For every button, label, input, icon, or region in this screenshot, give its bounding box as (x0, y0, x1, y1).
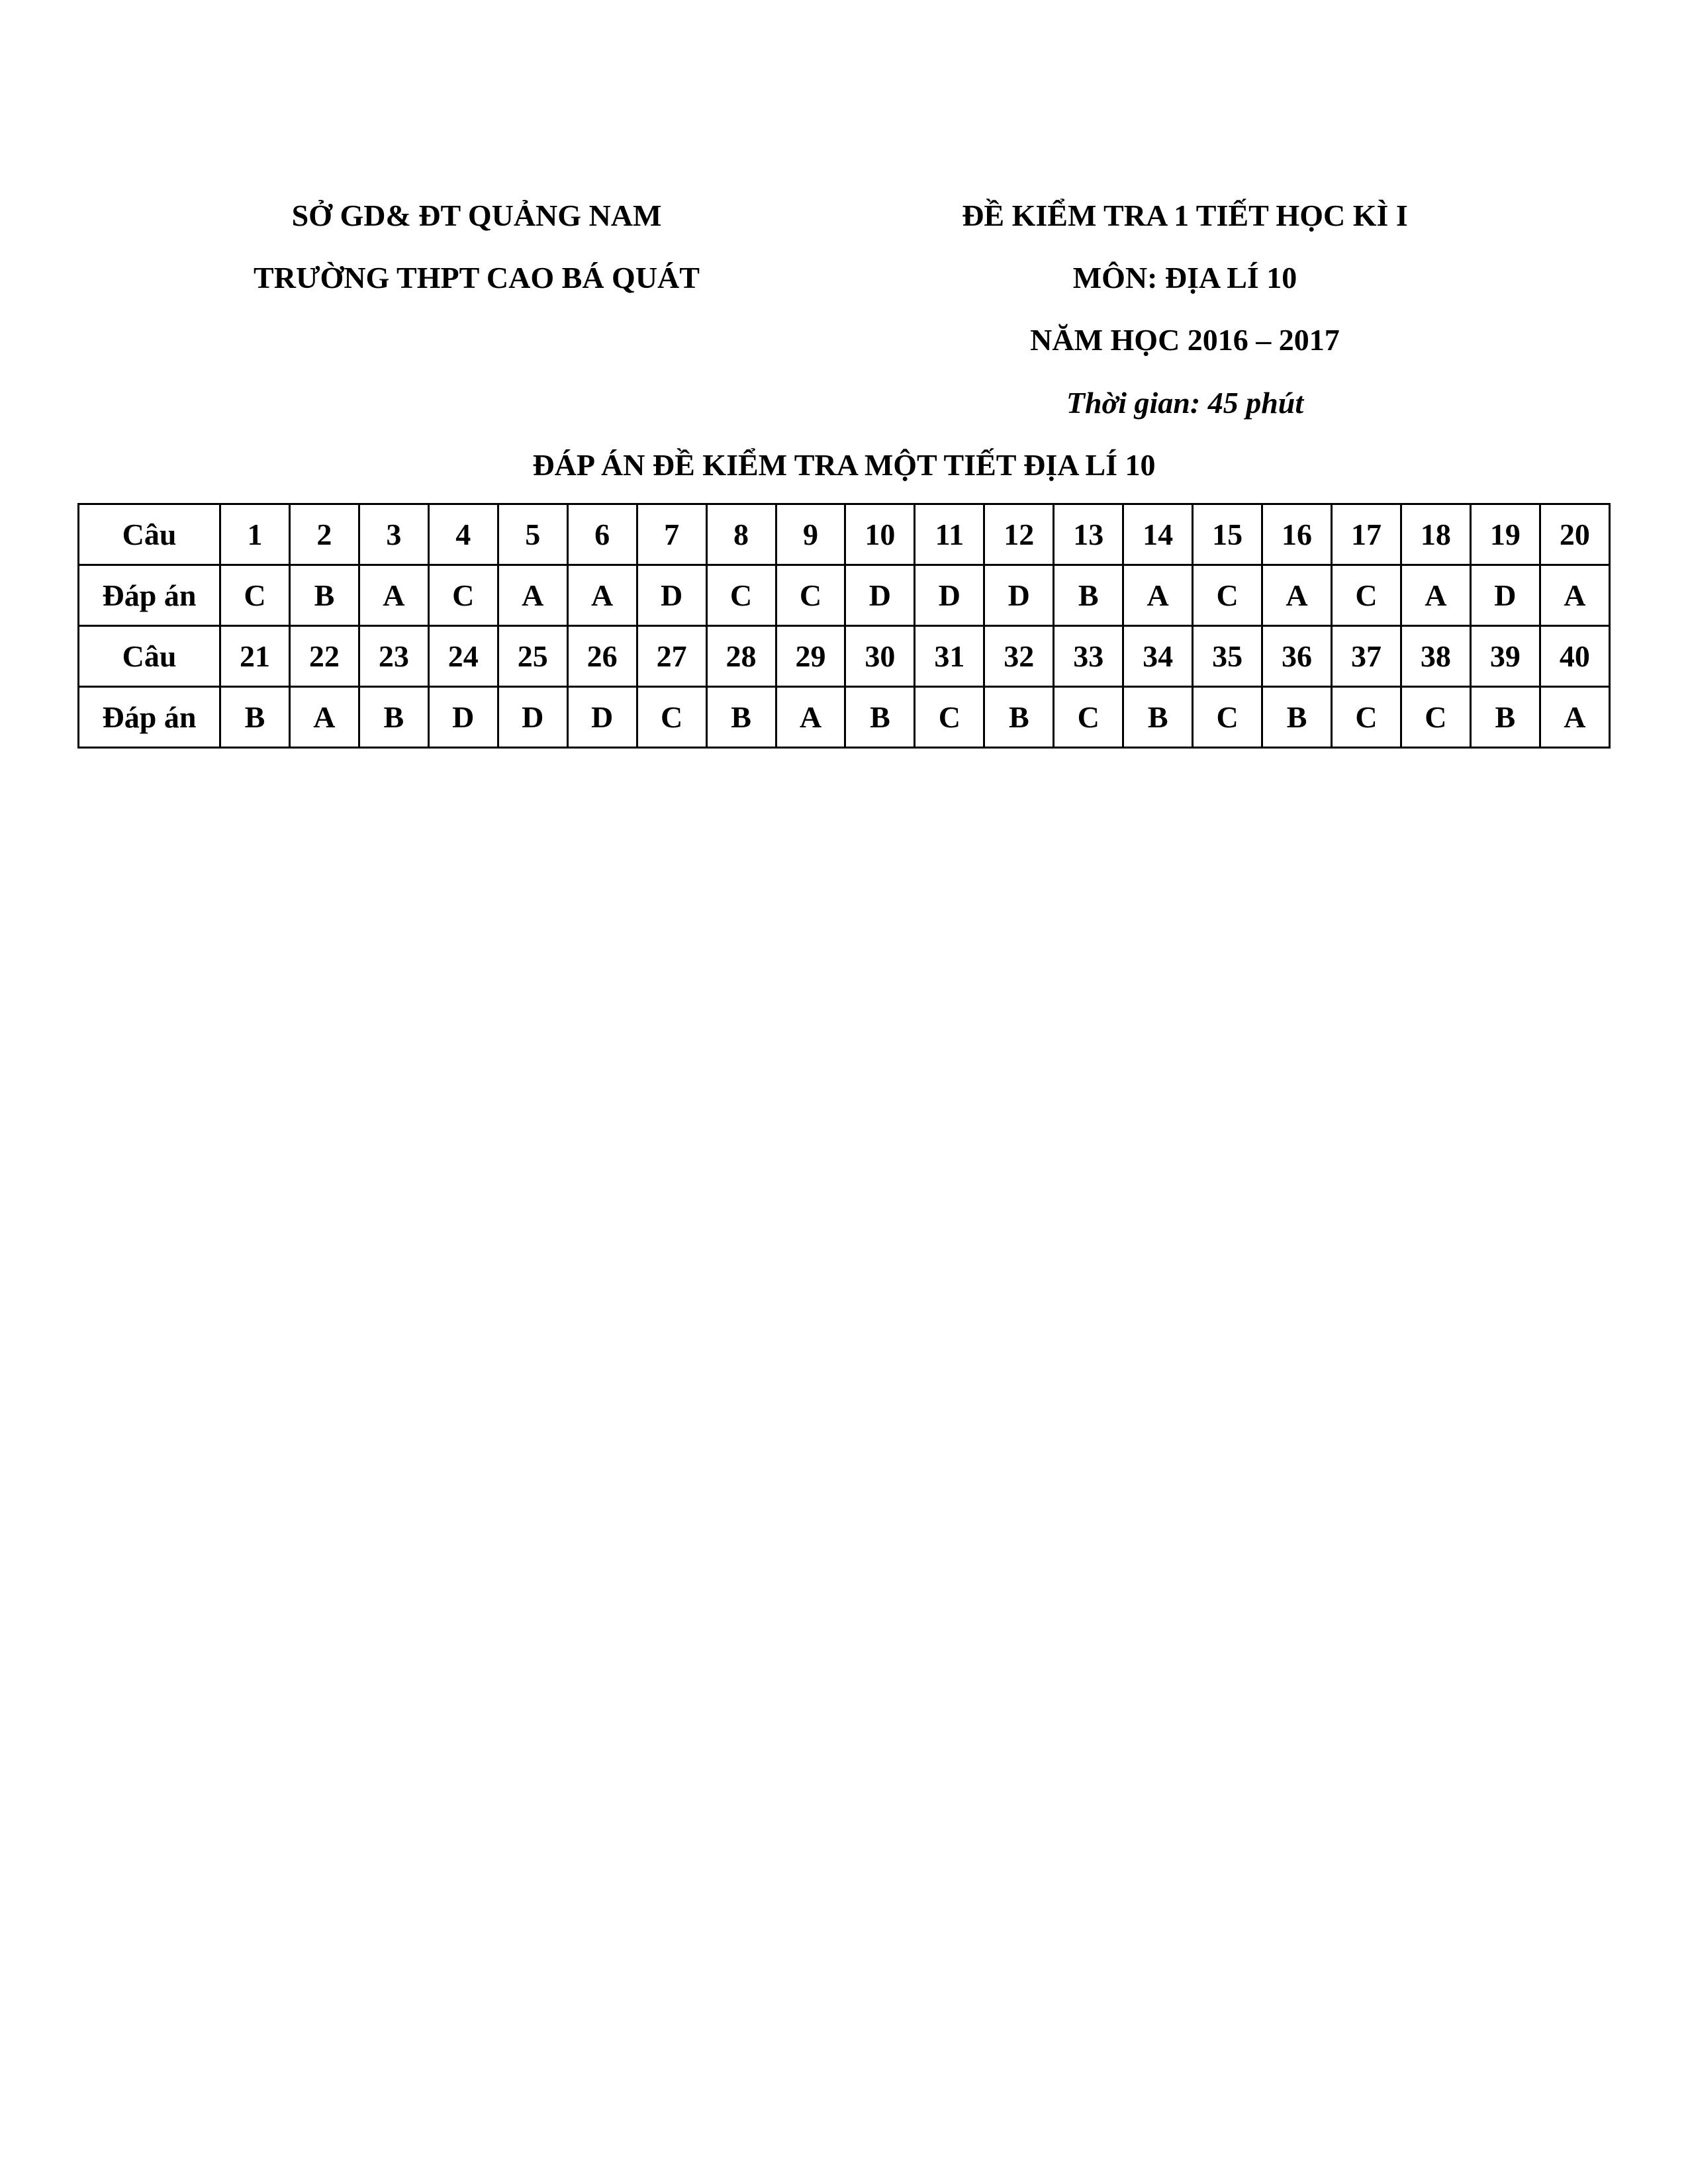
question-number-cell: 9 (776, 504, 845, 565)
question-number-cell: 5 (498, 504, 567, 565)
answer-row (79, 687, 1610, 748)
question-number-cell: 17 (1332, 504, 1401, 565)
question-number-cell: 7 (637, 504, 706, 565)
answer-cell: B (1262, 687, 1332, 748)
question-number-cell: 39 (1470, 626, 1540, 687)
question-number-cell: 40 (1540, 626, 1609, 687)
answer-cell: C (220, 565, 290, 626)
answer-cell: B (1470, 687, 1540, 748)
question-number-cell: 34 (1123, 626, 1193, 687)
answer-cell: B (845, 687, 915, 748)
question-number-cell: 4 (428, 504, 498, 565)
answer-cell: B (1054, 565, 1123, 626)
answer-cell: A (776, 687, 845, 748)
question-number-cell: 36 (1262, 626, 1332, 687)
question-number-cell: 30 (845, 626, 915, 687)
answer-cell: D (984, 565, 1054, 626)
answer-cell: C (637, 687, 706, 748)
answer-cell: A (1401, 565, 1470, 626)
question-number-cell: 20 (1540, 504, 1609, 565)
header-right-line2: MÔN: ĐỊA LÍ 10 (1072, 261, 1297, 295)
answer-cell: B (289, 565, 359, 626)
answer-row-label: Đáp án (79, 687, 220, 748)
answer-cell: A (1540, 565, 1609, 626)
question-number-cell: 27 (637, 626, 706, 687)
question-number-cell: 19 (1470, 504, 1540, 565)
answer-cell: C (1054, 687, 1123, 748)
answer-cell: C (1332, 687, 1401, 748)
answer-cell: C (1332, 565, 1401, 626)
answer-cell: C (428, 565, 498, 626)
question-number-cell: 28 (706, 626, 776, 687)
answer-cell: C (706, 565, 776, 626)
answer-cell: B (359, 687, 428, 748)
answer-cell: C (776, 565, 845, 626)
answer-key-table (77, 503, 1611, 749)
question-row-label: Câu (79, 504, 220, 565)
question-number-cell: 2 (289, 504, 359, 565)
question-number-cell: 24 (428, 626, 498, 687)
question-row (79, 626, 1610, 687)
answer-cell: B (984, 687, 1054, 748)
answer-cell: D (498, 687, 567, 748)
question-number-cell: 10 (845, 504, 915, 565)
question-number-cell: 29 (776, 626, 845, 687)
question-number-cell: 8 (706, 504, 776, 565)
question-number-cell: 15 (1193, 504, 1262, 565)
question-number-cell: 32 (984, 626, 1054, 687)
answer-cell: D (1470, 565, 1540, 626)
header-left-line1: SỞ GD& ĐT QUẢNG NAM (291, 199, 662, 232)
answer-cell: B (1123, 687, 1193, 748)
question-number-cell: 38 (1401, 626, 1470, 687)
question-number-cell: 14 (1123, 504, 1193, 565)
question-number-cell: 37 (1332, 626, 1401, 687)
answer-cell: A (498, 565, 567, 626)
answer-cell: D (915, 565, 984, 626)
answer-cell: A (567, 565, 637, 626)
question-number-cell: 13 (1054, 504, 1123, 565)
answer-cell: A (359, 565, 428, 626)
question-number-cell: 35 (1193, 626, 1262, 687)
question-number-cell: 1 (220, 504, 290, 565)
question-number-cell: 11 (915, 504, 984, 565)
answer-cell: A (1540, 687, 1609, 748)
answer-cell: C (1193, 565, 1262, 626)
header-right-line4: Thời gian: 45 phút (1066, 386, 1304, 420)
answer-key-title: ĐÁP ÁN ĐỀ KIỂM TRA MỘT TIẾT ĐỊA LÍ 10 (532, 448, 1156, 482)
answer-cell: D (428, 687, 498, 748)
question-row (79, 504, 1610, 565)
question-number-cell: 23 (359, 626, 428, 687)
answer-cell: B (220, 687, 290, 748)
answer-row (79, 565, 1610, 626)
question-number-cell: 31 (915, 626, 984, 687)
answer-cell: B (706, 687, 776, 748)
answer-row-label: Đáp án (79, 565, 220, 626)
answer-cell: C (915, 687, 984, 748)
question-number-cell: 21 (220, 626, 290, 687)
answer-cell: D (567, 687, 637, 748)
question-number-cell: 6 (567, 504, 637, 565)
question-number-cell: 3 (359, 504, 428, 565)
question-number-cell: 16 (1262, 504, 1332, 565)
question-number-cell: 18 (1401, 504, 1470, 565)
answer-cell: A (1262, 565, 1332, 626)
header-left-line2: TRƯỜNG THPT CAO BÁ QUÁT (254, 261, 700, 295)
question-number-cell: 25 (498, 626, 567, 687)
answer-cell: C (1193, 687, 1262, 748)
question-row-label: Câu (79, 626, 220, 687)
question-number-cell: 22 (289, 626, 359, 687)
question-number-cell: 12 (984, 504, 1054, 565)
answer-cell: A (1123, 565, 1193, 626)
answer-cell: D (637, 565, 706, 626)
header-right-line3: NĂM HỌC 2016 – 2017 (1030, 323, 1340, 357)
header-right-line1: ĐỀ KIỂM TRA 1 TIẾT HỌC KÌ I (962, 199, 1408, 232)
answer-cell: C (1401, 687, 1470, 748)
answer-cell: A (289, 687, 359, 748)
question-number-cell: 26 (567, 626, 637, 687)
answer-cell: D (845, 565, 915, 626)
question-number-cell: 33 (1054, 626, 1123, 687)
